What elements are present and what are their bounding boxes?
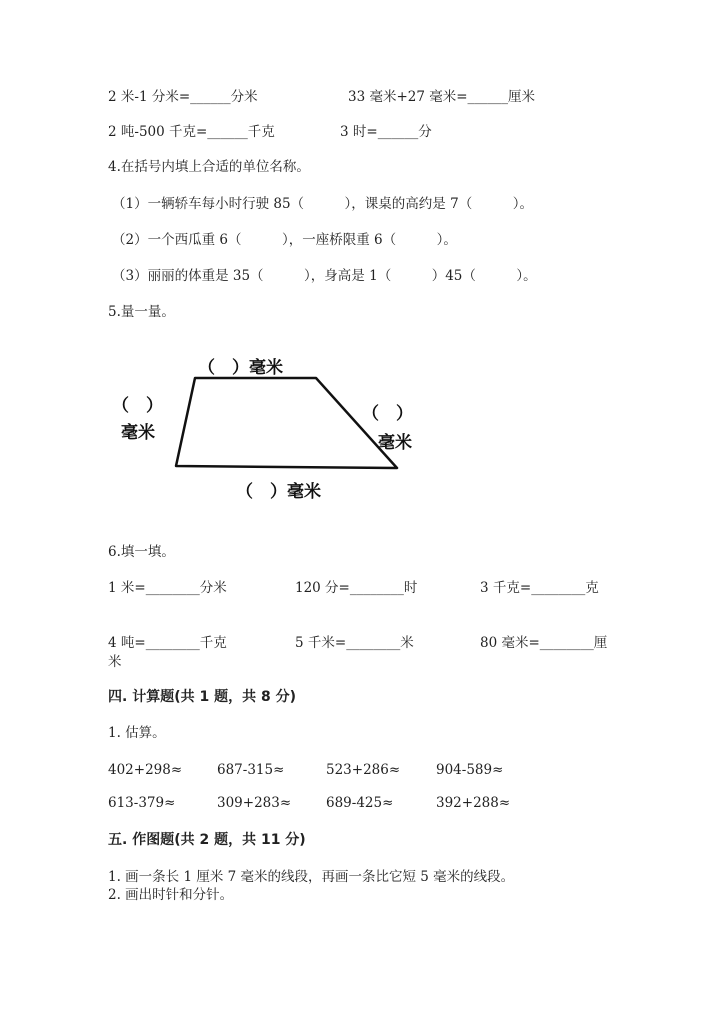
top-side-label: （ ）毫米 <box>198 358 283 378</box>
left-side-paren: （ ） <box>112 396 163 416</box>
estimate-7: 689-425≈ <box>326 795 394 811</box>
question-4-item-3: （3）丽丽的体重是 35（ ），身高是 1（ ）45（ ）。 <box>112 268 537 284</box>
question-4-item-2: （2）一个西瓜重 6（ ），一座桥限重 6（ ）。 <box>112 232 457 248</box>
section-4-q1-title: 1. 估算。 <box>108 725 166 741</box>
q6-blank-3: 3 千克=________克 <box>480 580 599 596</box>
section-5-heading: 五. 作图题(共 2 题，共 11 分) <box>108 832 306 848</box>
estimate-8: 392+288≈ <box>436 795 511 811</box>
q6-blank-6-wrap: 米 <box>108 654 122 670</box>
q6-blank-2: 120 分=________时 <box>295 580 418 596</box>
fill-blank-decimeter: 2 米-1 分米=______分米 <box>108 89 258 105</box>
fill-blank-minutes: 3 时=______分 <box>340 124 432 140</box>
question-4-title: 4.在括号内填上合适的单位名称。 <box>108 159 310 175</box>
estimate-2: 687-315≈ <box>217 762 285 778</box>
estimate-3: 523+286≈ <box>326 762 401 778</box>
estimate-4: 904-589≈ <box>436 762 504 778</box>
right-side-unit: 毫米 <box>378 433 412 453</box>
section-4-heading: 四. 计算题(共 1 题，共 8 分) <box>108 689 296 705</box>
q6-blank-5: 5 千米=________米 <box>295 635 414 651</box>
section-5-q2: 2. 画出时针和分针。 <box>108 887 234 903</box>
fill-blank-kilogram: 2 吨-500 千克=______千克 <box>108 124 275 140</box>
q6-blank-6: 80 毫米=________厘 <box>480 635 608 651</box>
left-side-unit: 毫米 <box>121 423 155 443</box>
question-6-title: 6.填一填。 <box>108 544 175 560</box>
right-side-paren: （ ） <box>362 404 413 424</box>
fill-blank-centimeter: 33 毫米+27 毫米=______厘米 <box>348 89 536 105</box>
estimate-6: 309+283≈ <box>217 795 292 811</box>
estimate-5: 613-379≈ <box>108 795 176 811</box>
q6-blank-4: 4 吨=________千克 <box>108 635 227 651</box>
bottom-side-label: （ ）毫米 <box>236 482 321 502</box>
estimate-1: 402+298≈ <box>108 762 183 778</box>
question-4-item-1: （1）一辆轿车每小时行驶 85（ ），课桌的高约是 7（ ）。 <box>112 196 533 212</box>
question-5-title: 5.量一量。 <box>108 304 175 320</box>
q6-blank-1: 1 米=________分米 <box>108 580 227 596</box>
section-5-q1: 1. 画一条长 1 厘米 7 毫米的线段，再画一条比它短 5 毫米的线段。 <box>108 869 515 885</box>
